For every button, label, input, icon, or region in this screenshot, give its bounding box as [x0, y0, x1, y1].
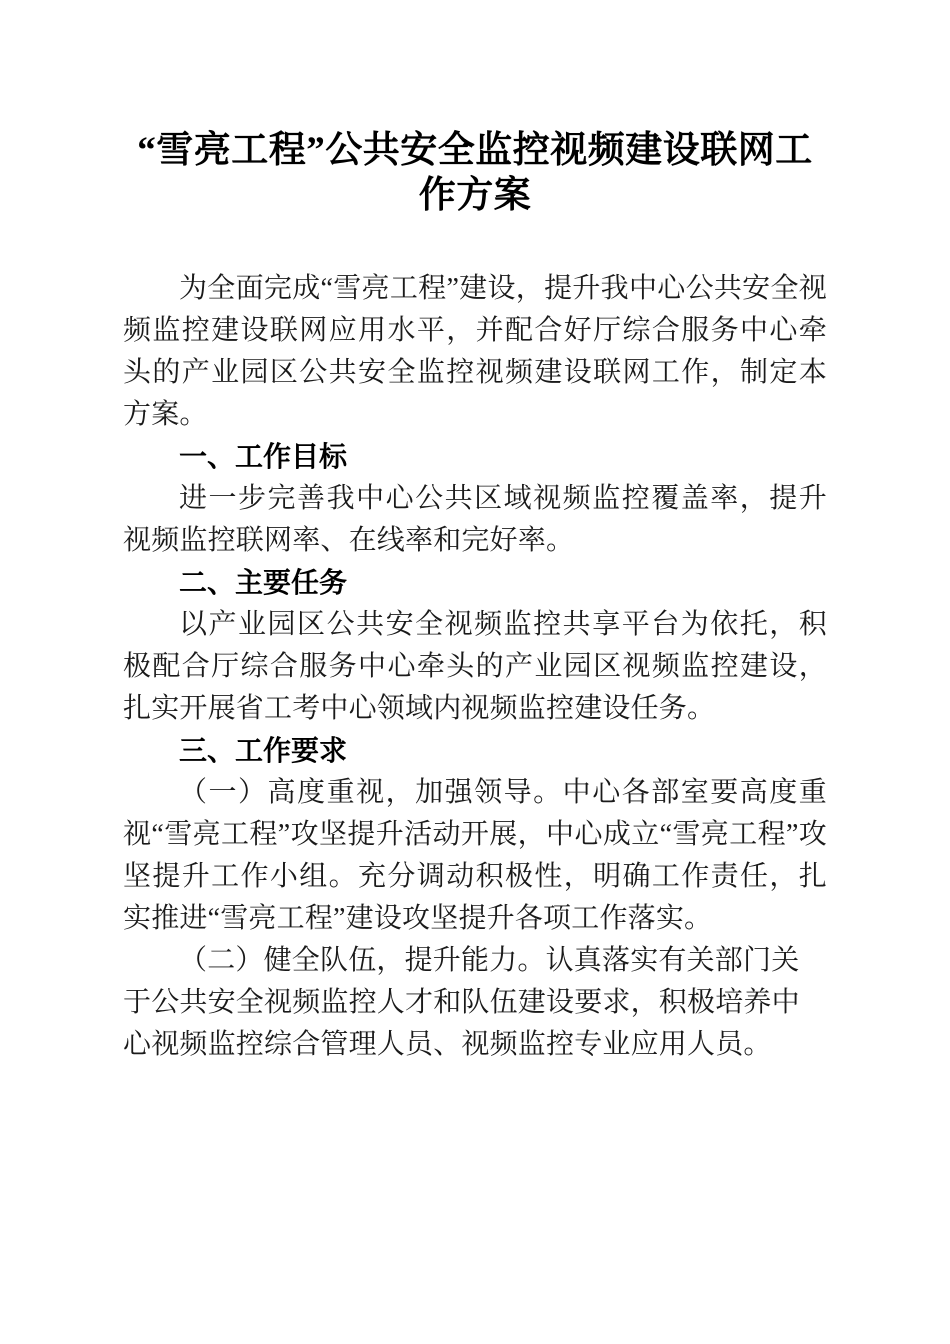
page-title: “雪亮工程”公共安全监控视频建设联网工作方案 [137, 130, 813, 216]
section-2-paragraph-1: 以产业园区公共安全视频监控共享平台为依托，积极配合厅综合服务中心牵头的产业园区视频监控建设，扎实开展省工考中心领域内视频监控建设任务。 [123, 609, 827, 724]
section-3-paragraph-1: （一）高度重视，加强领导。中心各部室要高度重视“雪亮工程”攻坚提升活动开展，中心成立“雪亮工程”攻坚提升工作小组。充分调动积极性，明确工作责任，扎实推进“雪亮工程”建设攻坚提升各项工作落实。 [123, 777, 827, 934]
intro-paragraph: 为全面完成“雪亮工程”建设，提升我中心公共安全视频监控建设联网应用水平，并配合好厅综合服务中心牵头的产业园区公共安全监控视频建设联网工作，制定本方案。 [123, 273, 827, 430]
section-1-paragraph-1: 进一步完善我中心公共区域视频监控覆盖率，提升视频监控联网率、在线率和完好率。 [123, 483, 827, 556]
section-heading-3: 三、工作要求 [179, 735, 348, 766]
document-body [123, 0, 827, 1066]
title-spacer [123, 218, 827, 268]
section-heading-1: 一、工作目标 [179, 441, 348, 472]
section-3-paragraph-2: （二）健全队伍，提升能力。认真落实有关部门关于公共安全视频监控人才和队伍建设要求，积极培养中心视频监控综合管理人员、视频监控专业应用人员。 [123, 945, 800, 1060]
section-heading-2: 二、主要任务 [179, 567, 348, 598]
